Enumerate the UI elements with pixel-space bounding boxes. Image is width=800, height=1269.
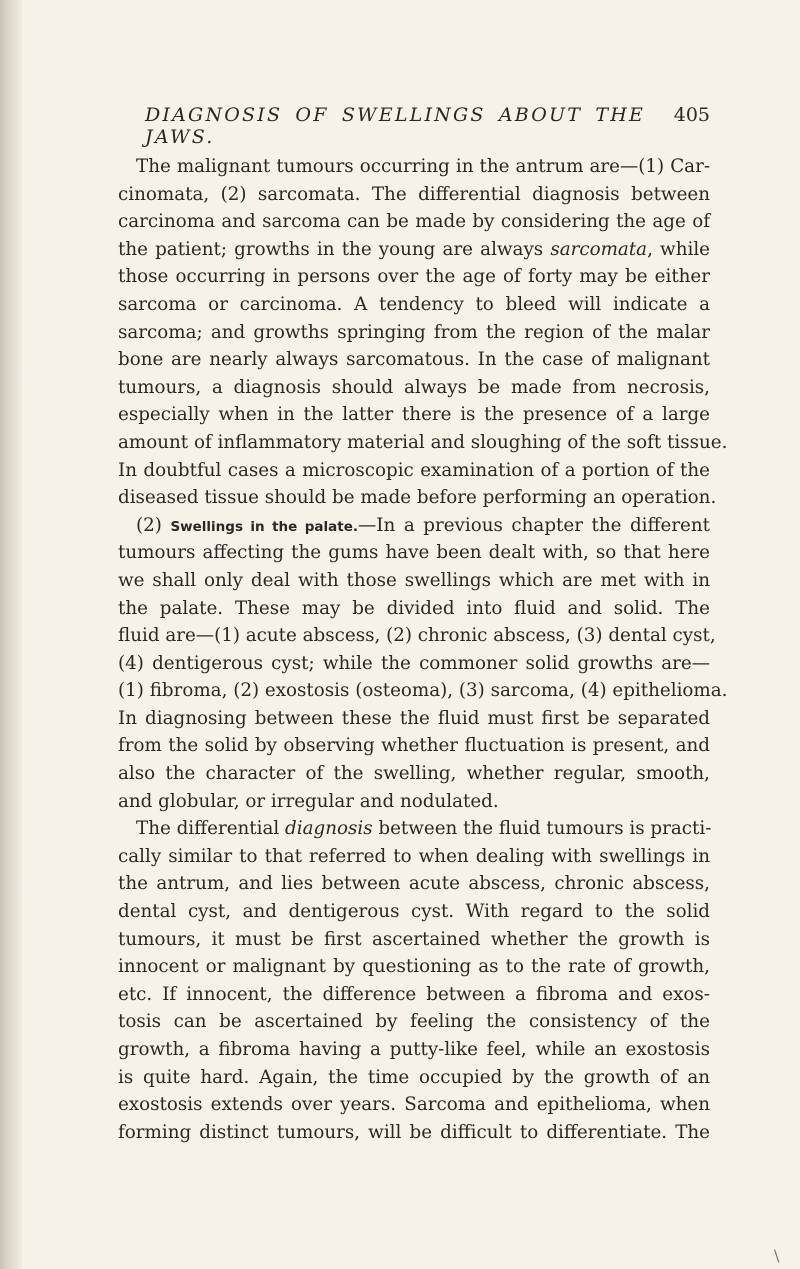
section-heading-palate: Swellings in the palate. <box>170 518 359 535</box>
running-head: DIAGNOSIS OF SWELLINGS ABOUT THE JAWS. <box>145 104 646 148</box>
text-line: and globular, or irregular and nodulated. <box>118 790 499 812</box>
italic-term-sarcomata: sarcomata <box>550 238 648 260</box>
page-number: 405 <box>673 104 710 126</box>
text-line: cally similar to that referred to when dealing with swellings in <box>118 845 710 867</box>
page-header <box>145 104 710 148</box>
text-line <box>118 236 710 264</box>
text-line: the palate. These may be divided into fluid and solid. The <box>118 597 710 619</box>
text-line: from the solid by observing whether fluctuation is present, and <box>118 735 710 757</box>
text-run: The differential <box>136 818 286 840</box>
text-line: the antrum, and lies between acute abscess, chronic abscess, <box>118 873 710 895</box>
corner-mark: \ <box>774 1246 780 1265</box>
text-line: The malignant tumours occurring in the antrum are—(1) Car- <box>136 156 710 177</box>
text-line: bone are nearly always sarcomatous. In the case of malignant <box>118 349 710 371</box>
text-line: tumours, a diagnosis should always be made from necrosis, <box>118 376 710 398</box>
text-line: (4) dentigerous cyst; while the commoner solid growths are— <box>118 652 710 674</box>
text-line: is quite hard. Again, the time occupied by the growth of an <box>118 1066 710 1088</box>
text-line: exostosis extends over years. Sarcoma and epithelioma, when <box>118 1094 710 1116</box>
text-run: —In a previous chapter the different <box>358 514 710 536</box>
text-run: between the fluid tumours is practi- <box>372 818 712 840</box>
italic-term-diagnosis: diagnosis <box>285 818 373 840</box>
text-line: amount of inflammatory material and sloughing of the soft tissue. <box>118 431 728 453</box>
body-text <box>118 153 728 1146</box>
text-run: , while <box>647 238 710 260</box>
text-line: carcinoma and sarcoma can be made by considering the age of <box>118 211 710 233</box>
text-line: dental cyst, and dentigerous cyst. With regard to the solid <box>118 901 710 923</box>
text-line: In doubtful cases a microscopic examination of a portion of the <box>118 459 710 481</box>
text-line: tosis can be ascertained by feeling the consistency of the <box>118 1011 710 1033</box>
text-line: tumours, it must be first ascertained whether the growth is <box>118 928 710 950</box>
text-line <box>118 815 710 843</box>
text-run: the patient; growths in the young are always <box>118 238 551 260</box>
text-line: etc. If innocent, the difference between a fibroma and exos- <box>118 983 710 1005</box>
text-line: (1) fibroma, (2) exostosis (osteoma), (3) sarcoma, (4) epithelioma. <box>118 680 728 702</box>
text-line: tumours affecting the gums have been dealt with, so that here <box>118 542 710 564</box>
text-line: especially when in the latter there is the presence of a large <box>118 404 710 426</box>
page-edge-shadow <box>0 0 22 1269</box>
text-line: In diagnosing between these the fluid must first be separated <box>118 707 710 729</box>
text-line: forming distinct tumours, will be difficult to differentiate. The <box>118 1121 710 1143</box>
text-run: (2) <box>136 514 171 536</box>
text-line: sarcoma or carcinoma. A tendency to bleed will indicate a <box>118 293 710 315</box>
text-line: fluid are—(1) acute abscess, (2) chronic abscess, (3) dental cyst, <box>118 625 716 647</box>
text-line <box>118 512 710 540</box>
text-line: diseased tissue should be made before performing an operation. <box>118 487 717 509</box>
text-line: innocent or malignant by questioning as to the rate of growth, <box>118 956 710 978</box>
text-line: growth, a fibroma having a putty-like feel, while an exostosis <box>118 1039 710 1060</box>
text-line: we shall only deal with those swellings which are met with in <box>118 569 710 591</box>
text-line: also the character of the swelling, whether regular, smooth, <box>118 763 710 785</box>
text-line: those occurring in persons over the age of forty may be either <box>118 266 710 288</box>
text-line: sarcoma; and growths springing from the region of the malar <box>118 321 710 343</box>
text-line: cinomata, (2) sarcomata. The differential diagnosis between <box>118 183 710 205</box>
